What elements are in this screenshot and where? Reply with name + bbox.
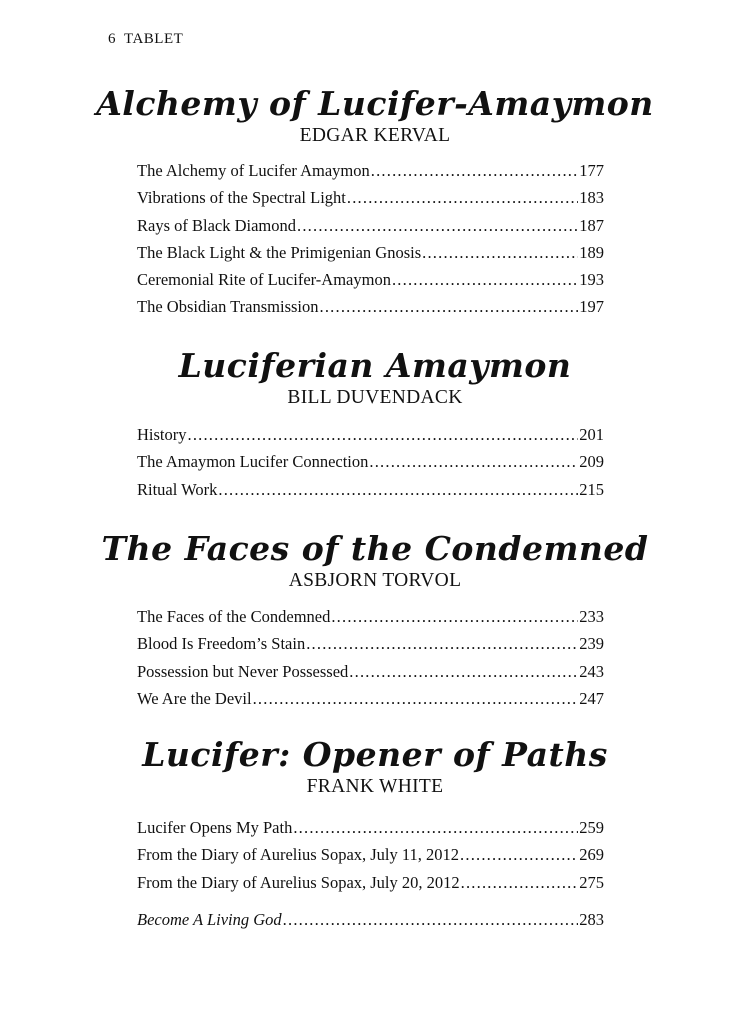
toc-entry-title: Rays of Black Diamond bbox=[137, 215, 297, 235]
toc-entry-title: History bbox=[137, 425, 187, 444]
section-luciferian-amaymon bbox=[0, 346, 750, 410]
section-author: EDGAR KERVAL bbox=[299, 125, 451, 146]
toc-entry-page: 209 bbox=[579, 452, 604, 472]
toc-entry-page: 239 bbox=[579, 634, 604, 654]
toc-entry-title: We Are the Devil bbox=[137, 688, 252, 708]
toc-entry-title: Ritual Work bbox=[137, 479, 218, 499]
section-alchemy bbox=[0, 84, 750, 148]
toc-entry[interactable] bbox=[137, 841, 604, 868]
toc-entry[interactable] bbox=[137, 658, 604, 685]
toc-entry[interactable] bbox=[137, 685, 604, 712]
toc-entry[interactable] bbox=[137, 603, 604, 630]
toc-entry-page: 275 bbox=[579, 872, 604, 892]
toc-entry-page: 269 bbox=[579, 845, 604, 865]
section-faces-of-the-condemned bbox=[0, 529, 750, 593]
toc-entry-title: Ceremonial Rite of Lucifer-Amaymon bbox=[137, 270, 391, 290]
toc-entry-page: 233 bbox=[579, 607, 604, 626]
section-author: ASBJORN TORVOL bbox=[288, 570, 462, 591]
running-head-label: TABLET bbox=[124, 31, 184, 47]
toc-entry-page: 215 bbox=[579, 479, 604, 499]
dot-leader bbox=[320, 293, 579, 320]
toc-entry[interactable] bbox=[137, 869, 604, 896]
toc-entry-title: From the Diary of Aurelius Sopax, July 11, 2012 bbox=[137, 845, 460, 865]
dot-leader bbox=[349, 658, 578, 685]
toc-entry-page: 259 bbox=[579, 818, 604, 837]
section-opener-of-paths bbox=[0, 735, 750, 799]
dot-leader bbox=[293, 814, 578, 841]
toc-entry-page: 189 bbox=[579, 242, 604, 262]
toc-entry-title: Possession but Never Possessed bbox=[137, 661, 349, 681]
dot-leader bbox=[347, 184, 578, 211]
toc-entry-title: Blood Is Freedom’s Stain bbox=[137, 634, 306, 654]
dot-leader bbox=[461, 869, 579, 896]
page-number: 6 bbox=[108, 31, 116, 47]
toc-list-luciferian-amaymon bbox=[137, 421, 604, 503]
section-title: Luciferian Amaymon bbox=[178, 346, 572, 385]
section-author: FRANK WHITE bbox=[306, 776, 444, 797]
toc-entry[interactable] bbox=[137, 157, 604, 184]
section-author: BILL DUVENDACK bbox=[287, 387, 463, 408]
toc-entry[interactable] bbox=[137, 906, 604, 933]
toc-entry[interactable] bbox=[137, 266, 604, 293]
toc-list-alchemy bbox=[137, 157, 604, 321]
toc-list-faces-of-the-condemned bbox=[137, 603, 604, 712]
toc-entry[interactable] bbox=[137, 476, 604, 503]
dot-leader bbox=[371, 157, 578, 184]
toc-entry-page: 197 bbox=[579, 297, 604, 317]
toc-entry-title: Lucifer Opens My Path bbox=[137, 818, 293, 837]
toc-entry-title: The Black Light & the Primigenian Gnosis bbox=[137, 242, 422, 262]
toc-entry-page: 183 bbox=[579, 188, 604, 208]
toc-entry-title: The Obsidian Transmission bbox=[137, 297, 319, 317]
dot-leader bbox=[460, 841, 578, 868]
toc-entry[interactable] bbox=[137, 184, 604, 211]
toc-entry-title: Vibrations of the Spectral Light bbox=[137, 188, 346, 208]
section-title: Alchemy of Lucifer-Amaymon bbox=[96, 84, 654, 123]
dot-leader bbox=[331, 603, 578, 630]
toc-entry-page: 187 bbox=[579, 215, 604, 235]
toc-entry-title: The Alchemy of Lucifer Amaymon bbox=[137, 161, 370, 180]
toc-entry-page: 247 bbox=[579, 688, 604, 708]
dot-leader bbox=[218, 476, 578, 503]
toc-entry-page: 283 bbox=[579, 910, 604, 929]
toc-entry-page: 177 bbox=[579, 161, 604, 180]
dot-leader bbox=[297, 212, 578, 239]
section-title: Lucifer: Opener of Paths bbox=[142, 735, 608, 774]
toc-list-opener-of-paths bbox=[137, 814, 604, 896]
toc-entry[interactable] bbox=[137, 421, 604, 448]
toc-entry[interactable] bbox=[137, 448, 604, 475]
toc-entry-title: Become A Living God bbox=[137, 910, 282, 929]
toc-list-final bbox=[137, 906, 604, 933]
toc-entry-title: The Amaymon Lucifer Connection bbox=[137, 452, 369, 472]
toc-entry[interactable] bbox=[137, 630, 604, 657]
toc-entry-title: The Faces of the Condemned bbox=[137, 607, 331, 626]
toc-entry-page: 193 bbox=[579, 270, 604, 290]
section-title: The Faces of the Condemned bbox=[101, 529, 649, 568]
dot-leader bbox=[306, 630, 578, 657]
toc-entry[interactable] bbox=[137, 814, 604, 841]
dot-leader bbox=[422, 239, 578, 266]
toc-entry[interactable] bbox=[137, 212, 604, 239]
toc-entry-page: 201 bbox=[579, 425, 604, 444]
dot-leader bbox=[188, 421, 579, 448]
toc-entry-page: 243 bbox=[579, 661, 604, 681]
dot-leader bbox=[283, 906, 579, 933]
dot-leader bbox=[392, 266, 578, 293]
dot-leader bbox=[369, 448, 578, 475]
toc-entry[interactable] bbox=[137, 239, 604, 266]
toc-entry-title: From the Diary of Aurelius Sopax, July 20, 2012 bbox=[137, 872, 460, 892]
toc-entry[interactable] bbox=[137, 293, 604, 320]
dot-leader bbox=[253, 685, 579, 712]
running-head bbox=[108, 31, 183, 48]
